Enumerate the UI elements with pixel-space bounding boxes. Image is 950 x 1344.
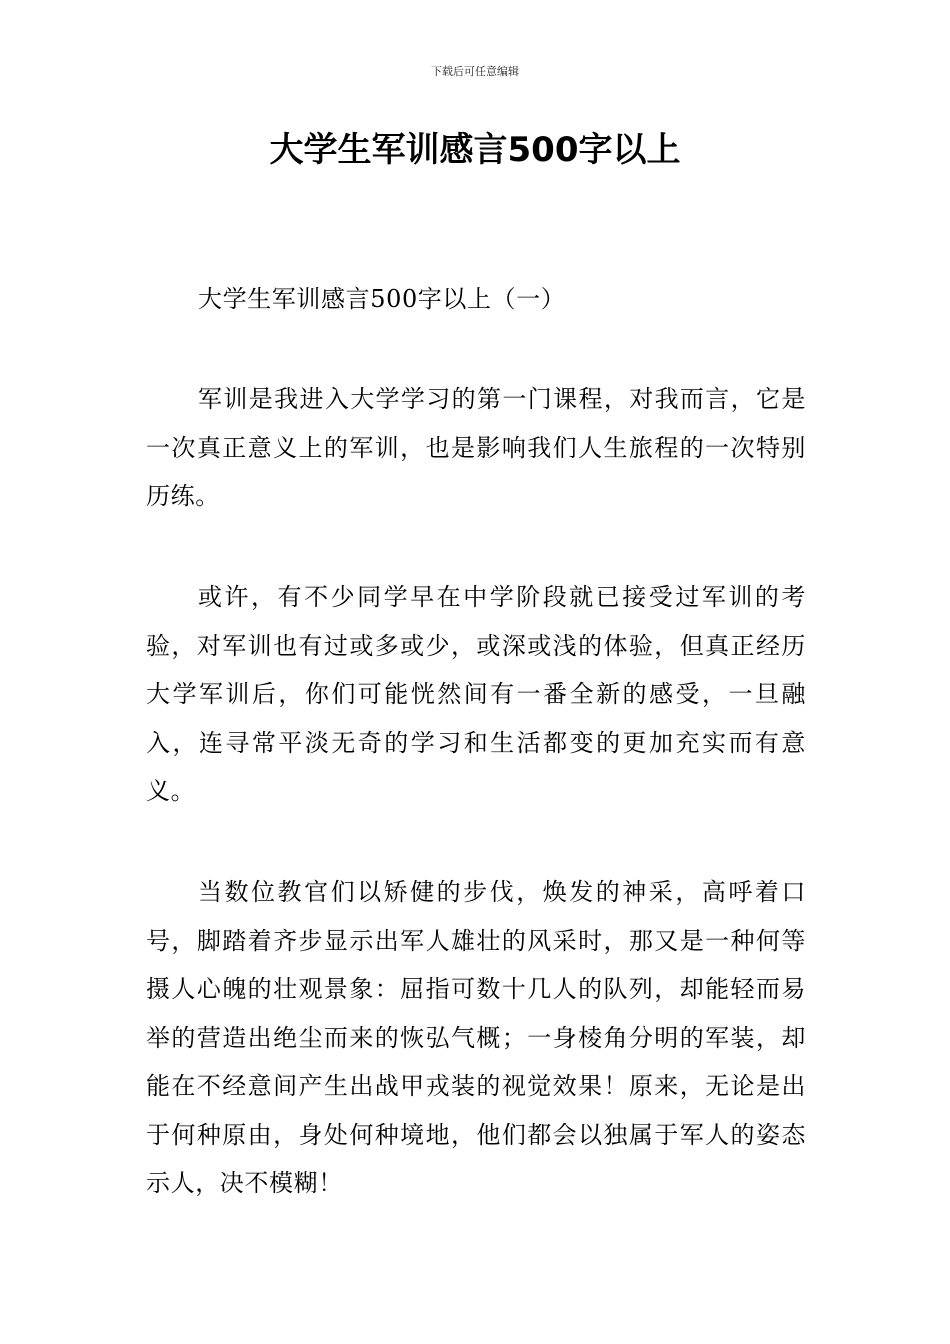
paragraph: 当数位教官们以矫健的步伐，焕发的神采，高呼着口号，脚踏着齐步显示出军人雄壮的风采时，那又是一种何等摄人心魄的壮观景象：屈指可数十几人的队列，却能轻而易举的营造出绝尘而来的恢弘气概；一身棱角分明的军装，却能在不经意间产生出战甲戎装的视觉效果！原来，无论是出于何种原由，身处何种境地，他们都会以独属于军人的姿态示人，决不模糊！ xyxy=(146,878,806,1197)
paragraph: 或许，有不少同学早在中学阶段就已接受过军训的考验，对军训也有过或多或少，或深或浅的体验，但真正经历大学军训后，你们可能恍然间有一番全新的感受，一旦融入，连寻常平淡无奇的学习和生活都变的更加充实而有意义。 xyxy=(146,583,806,805)
header-note: 下载后可任意编辑 xyxy=(431,65,519,78)
section-subheading: 大学生军训感言500字以上（一） xyxy=(198,285,566,313)
document-title: 大学生军训感言500字以上 xyxy=(269,130,681,170)
paragraph: 军训是我进入大学学习的第一门课程，对我而言，它是一次真正意义上的军训，也是影响我们人生旅程的一次特别历练。 xyxy=(146,385,806,510)
